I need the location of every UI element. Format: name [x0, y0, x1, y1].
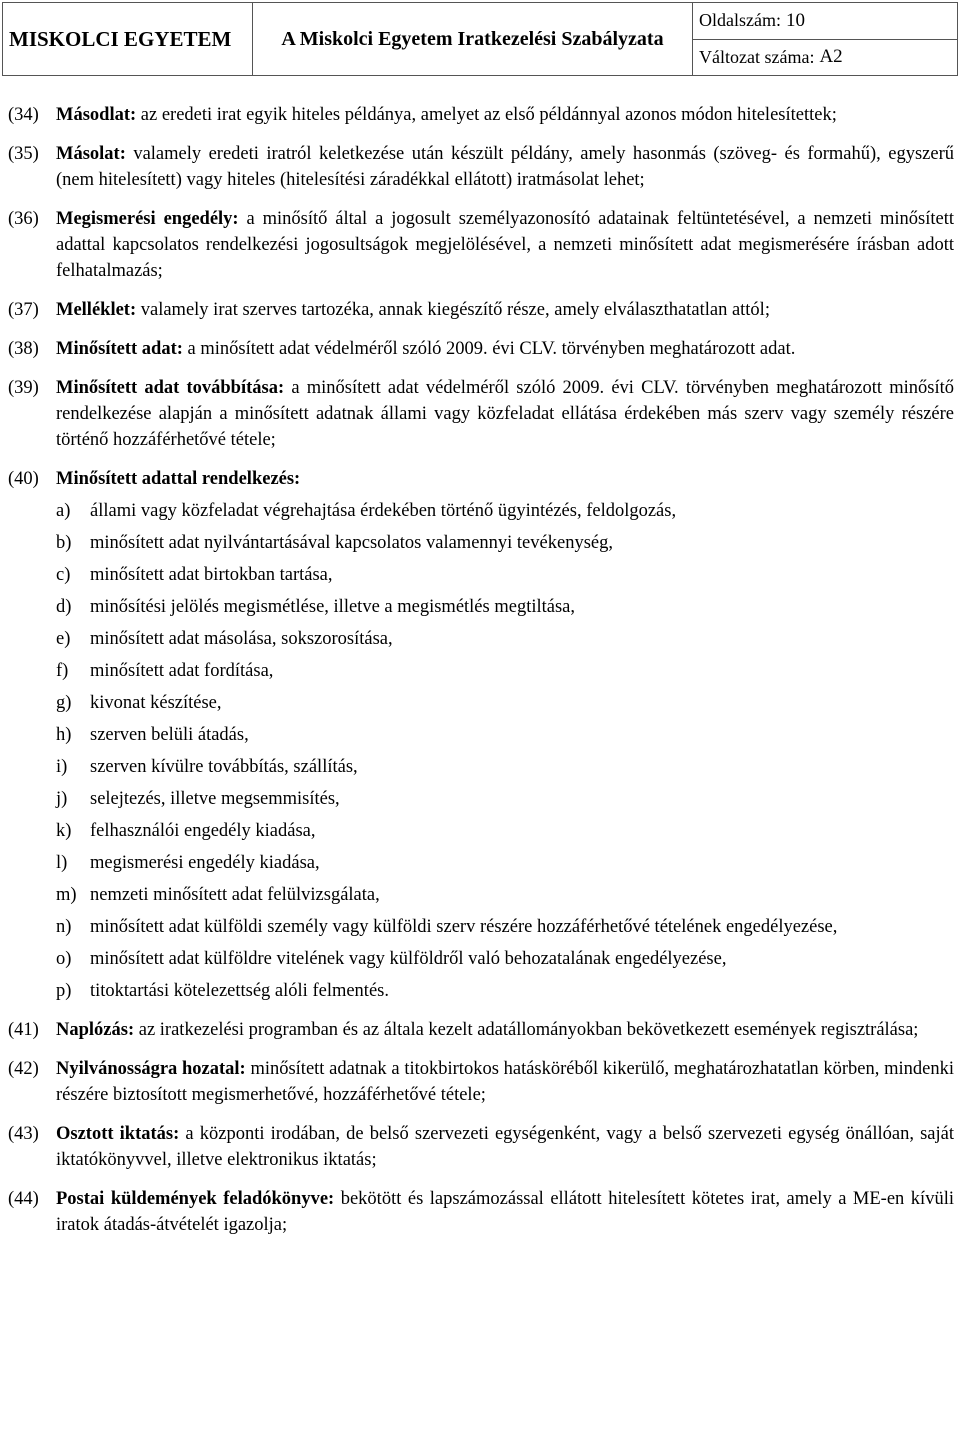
sub-item-letter: c)	[56, 565, 71, 585]
sub-item	[56, 882, 954, 908]
entry-body	[56, 141, 954, 193]
sub-item	[56, 722, 954, 748]
sub-item-text: minősített adat nyilvántartásával kapcsolatos valamennyi tevékenység,	[90, 533, 613, 553]
entry-body	[56, 466, 954, 1004]
entry-text: a központi irodában, de belső szervezeti egységenként, vagy a belső szervezeti egység önállóan, saját iktatókönyvvel, illetve elektronikus iktatás;	[56, 1124, 954, 1170]
sub-item-letter: p)	[56, 981, 72, 1001]
entry-term: Másolat:	[56, 144, 126, 164]
definition-entry-40	[8, 466, 954, 1004]
definition-entry	[8, 1121, 954, 1173]
sub-item	[56, 850, 954, 876]
entry-number: (35)	[8, 144, 39, 164]
sub-item-letter: h)	[56, 725, 72, 745]
org-name: MISKOLCI EGYETEM	[3, 3, 253, 75]
entry-body	[56, 375, 954, 453]
entry-text: bekötött és lapszámozással ellátott hitelesített kötetes irat, amely a ME-en kívüli iratok átadás-átvételét igazolja;	[56, 1189, 954, 1235]
entry-text: a minősített adat védelméről szóló 2009. évi CLV. törvényben meghatározott adat.	[182, 339, 796, 359]
entry-number: (38)	[8, 339, 39, 359]
sub-item-letter: k)	[56, 821, 72, 841]
sub-item-text: minősített adat másolása, sokszorosítása,	[90, 629, 393, 649]
page-number	[693, 3, 957, 40]
definition-entry	[8, 206, 954, 284]
sub-item	[56, 626, 954, 652]
entry-term: Minősített adat továbbítása:	[56, 378, 285, 398]
sub-item-letter: b)	[56, 533, 72, 553]
sub-item-letter: n)	[56, 917, 72, 937]
sub-item-letter: m)	[56, 885, 77, 905]
sub-item-text: megismerési engedély kiadása,	[90, 853, 320, 873]
sub-item-text: minősített adat fordítása,	[90, 661, 274, 681]
sub-item	[56, 818, 954, 844]
sub-item	[56, 914, 954, 940]
entry-body	[56, 1121, 954, 1173]
sub-item-text: szerven belüli átadás,	[90, 725, 249, 745]
entry-body	[56, 1186, 954, 1238]
sub-item	[56, 690, 954, 716]
definition-entry	[8, 336, 954, 362]
entry-body	[56, 102, 954, 128]
header-meta	[693, 3, 957, 75]
entry-text: minősített adatnak a titokbirtokos hatásköréből kikerülő, meghatározhatatlan körben, mindenki részére biztosított megismerhetővé, hozzáférhetővé tétele;	[56, 1059, 954, 1105]
sub-item	[56, 754, 954, 780]
entry-number: (34)	[8, 105, 39, 125]
sub-item-letter: a)	[56, 501, 71, 521]
sub-item	[56, 530, 954, 556]
definition-entry	[8, 102, 954, 128]
sub-item-text: minősített adat birtokban tartása,	[90, 565, 333, 585]
sub-item-text: felhasználói engedély kiadása,	[90, 821, 316, 841]
sub-item-letter: d)	[56, 597, 72, 617]
sub-item	[56, 946, 954, 972]
sub-item-text: szerven kívülre továbbítás, szállítás,	[90, 757, 358, 777]
entry-term: Nyilvánosságra hozatal:	[56, 1059, 246, 1079]
entry-text: valamely eredeti iratról keletkezése után készült példány, amely hasonmás (szöveg- és formahű), egyszerű (nem hitelesített) vagy hiteles (hitelesítési záradékkal ellátott) iratmásolat lehet;	[56, 144, 954, 190]
entry-term: Minősített adattal rendelkezés:	[56, 469, 301, 489]
version-number	[693, 40, 957, 76]
entry-text: az iratkezelési programban és az általa kezelt adatállományokban bekövetkezett események regisztrálása;	[134, 1020, 919, 1040]
entry-number: (44)	[8, 1189, 39, 1209]
sub-item-text: állami vagy közfeladat végrehajtása érdekében történő ügyintézés, feldolgozás,	[90, 501, 677, 521]
entry-number: (42)	[8, 1059, 39, 1079]
entry-body	[56, 1056, 954, 1108]
entry-term: Naplózás:	[56, 1020, 135, 1040]
entry-number: (36)	[8, 209, 39, 229]
definition-entry	[8, 1017, 954, 1043]
version-label: Változat száma:	[699, 46, 815, 67]
sub-item-letter: e)	[56, 629, 71, 649]
entry-number: (41)	[8, 1020, 39, 1040]
sub-item-letter: f)	[56, 661, 69, 681]
document-title: A Miskolci Egyetem Iratkezelési Szabályzata	[253, 3, 693, 75]
sub-item-text: minősített adat külföldi személy vagy külföldi szerv részére hozzáférhetővé tételének engedélyezése,	[90, 917, 838, 937]
entry-text: az eredeti irat egyik hiteles példánya, amelyet az első példánnyal azonos módon hitelesítettek;	[136, 105, 837, 125]
entry-term: Osztott iktatás:	[56, 1124, 180, 1144]
entry-number: (40)	[8, 469, 39, 489]
entry-body	[56, 1017, 954, 1043]
sub-item-text: minősített adat külföldre vitelének vagy külföldről való behozatalának engedélyezése,	[90, 949, 727, 969]
entry-number: (37)	[8, 300, 39, 320]
sub-item-text: kivonat készítése,	[90, 693, 222, 713]
sub-item-letter: j)	[56, 789, 68, 809]
entry-text: a minősített adat védelméről szóló 2009. évi CLV. törvényben meghatározott minősítő rendelkezése alapján a minősített adatnak állami vagy közfeladat ellátása érdekében más szerv vagy személy részére történő hozzáférhetővé tétele;	[56, 378, 954, 450]
sub-item	[56, 562, 954, 588]
entry-text: a minősítő által a jogosult személyazonosító adatainak feltüntetésével, a nemzeti minősített adattal kapcsolatos rendelkezési jogosultságok megjelölésével, a nemzeti minősített adat megismerésére írásban adott felhatalmazás;	[56, 209, 954, 281]
sub-item-letter: g)	[56, 693, 72, 713]
sub-item-letter: i)	[56, 757, 68, 777]
document-header	[2, 2, 958, 76]
definition-entry	[8, 1056, 954, 1108]
entry-body	[56, 206, 954, 284]
sub-item-letter: l)	[56, 853, 68, 873]
definition-entry	[8, 297, 954, 323]
sub-item	[56, 594, 954, 620]
page-number-label: Oldalszám:	[699, 10, 781, 31]
entry-number: (39)	[8, 378, 39, 398]
entry-term: Megismerési engedély:	[56, 209, 239, 229]
sub-item	[56, 786, 954, 812]
sub-item-text: nemzeti minősített adat felülvizsgálata,	[90, 885, 380, 905]
entry-text: valamely irat szerves tartozéka, annak kiegészítő része, amely elválaszthatatlan attól;	[136, 300, 770, 320]
entry-term: Másodlat:	[56, 105, 137, 125]
sub-item-text: titoktartási kötelezettség alóli felmentés.	[90, 981, 389, 1001]
sub-item-text: minősítési jelölés megismétlése, illetve a megismétlés megtiltása,	[90, 597, 576, 617]
definition-entry	[8, 141, 954, 193]
entry-body	[56, 297, 954, 323]
definitions-list	[8, 102, 954, 1251]
sub-item	[56, 658, 954, 684]
entry-body	[56, 336, 954, 362]
definition-entry	[8, 375, 954, 453]
version-value: A2	[819, 46, 843, 68]
definition-entry	[8, 1186, 954, 1238]
entry-number: (43)	[8, 1124, 39, 1144]
page-number-value: 10	[785, 9, 805, 31]
sub-item	[56, 978, 954, 1004]
sub-item-letter: o)	[56, 949, 72, 969]
entry-term: Melléklet:	[56, 300, 137, 320]
sub-item-text: selejtezés, illetve megsemmisítés,	[90, 789, 340, 809]
entry-term: Minősített adat:	[56, 339, 183, 359]
sub-item-list	[56, 498, 954, 1004]
sub-item	[56, 498, 954, 524]
entry-term: Postai küldemények feladókönyve:	[56, 1189, 335, 1209]
